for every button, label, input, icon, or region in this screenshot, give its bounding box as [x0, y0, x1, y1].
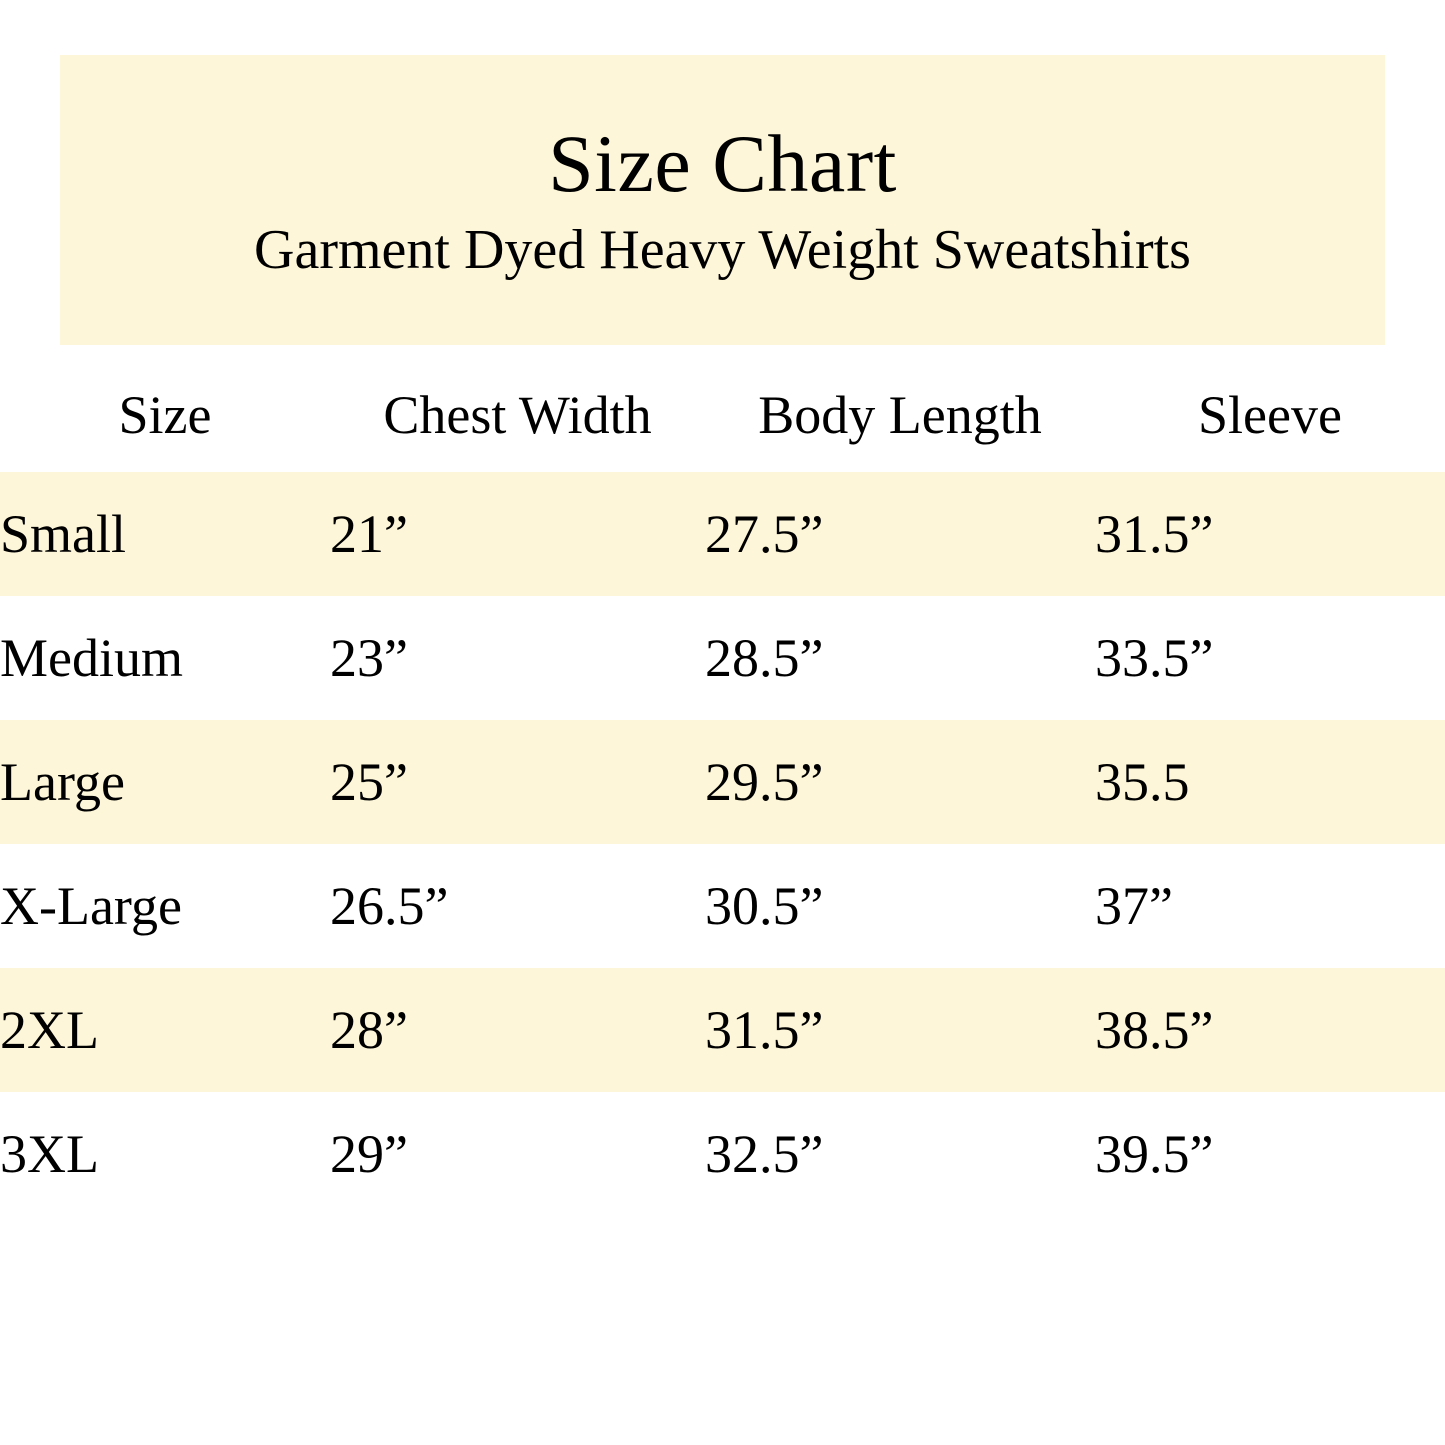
column-header-size: Size [118, 385, 212, 445]
cell-body: 28.5” [705, 628, 824, 688]
cell-chest: 25” [330, 720, 705, 844]
cell-chest: 23” [330, 628, 408, 688]
cell-sleeve: 35.5 [1095, 720, 1445, 844]
table-row [0, 844, 1445, 968]
header-content [60, 55, 1385, 345]
cell-chest: 29” [330, 1124, 408, 1184]
cell-size: X-Large [0, 876, 182, 936]
cell-sleeve: 33.5” [1095, 628, 1214, 688]
table-row [0, 720, 1445, 844]
cell-body: 30.5” [705, 876, 824, 936]
header-band [60, 55, 1385, 345]
cell-size: Medium [0, 628, 183, 688]
cell-body: 31.5” [705, 968, 1095, 1092]
cell-chest: 26.5” [330, 876, 449, 936]
cell-size: Small [0, 472, 330, 596]
cell-body: 32.5” [705, 1124, 824, 1184]
table-row [0, 1092, 1445, 1216]
cell-body: 27.5” [705, 472, 1095, 596]
column-header-body-length: Body Length [758, 385, 1042, 445]
table-row [0, 968, 1445, 1092]
cell-size: 2XL [0, 968, 330, 1092]
size-chart-table [0, 370, 1445, 1216]
cell-body: 29.5” [705, 720, 1095, 844]
cell-sleeve: 38.5” [1095, 968, 1445, 1092]
cell-sleeve: 37” [1095, 876, 1173, 936]
table-header [0, 370, 1445, 472]
table-row [0, 472, 1445, 596]
cell-size: Large [0, 720, 330, 844]
table-header-row [0, 370, 1445, 472]
table-row [0, 596, 1445, 720]
cell-size: 3XL [0, 1124, 99, 1184]
table-body [0, 472, 1445, 1216]
page-title: Size Chart [548, 117, 897, 209]
column-header-chest-width: Chest Width [383, 385, 652, 445]
cell-sleeve: 31.5” [1095, 472, 1445, 596]
page-subtitle: Garment Dyed Heavy Weight Sweatshirts [254, 218, 1191, 281]
column-header-sleeve: Sleeve [1198, 385, 1342, 445]
cell-sleeve: 39.5” [1095, 1124, 1214, 1184]
cell-chest: 28” [330, 968, 705, 1092]
cell-chest: 21” [330, 472, 705, 596]
